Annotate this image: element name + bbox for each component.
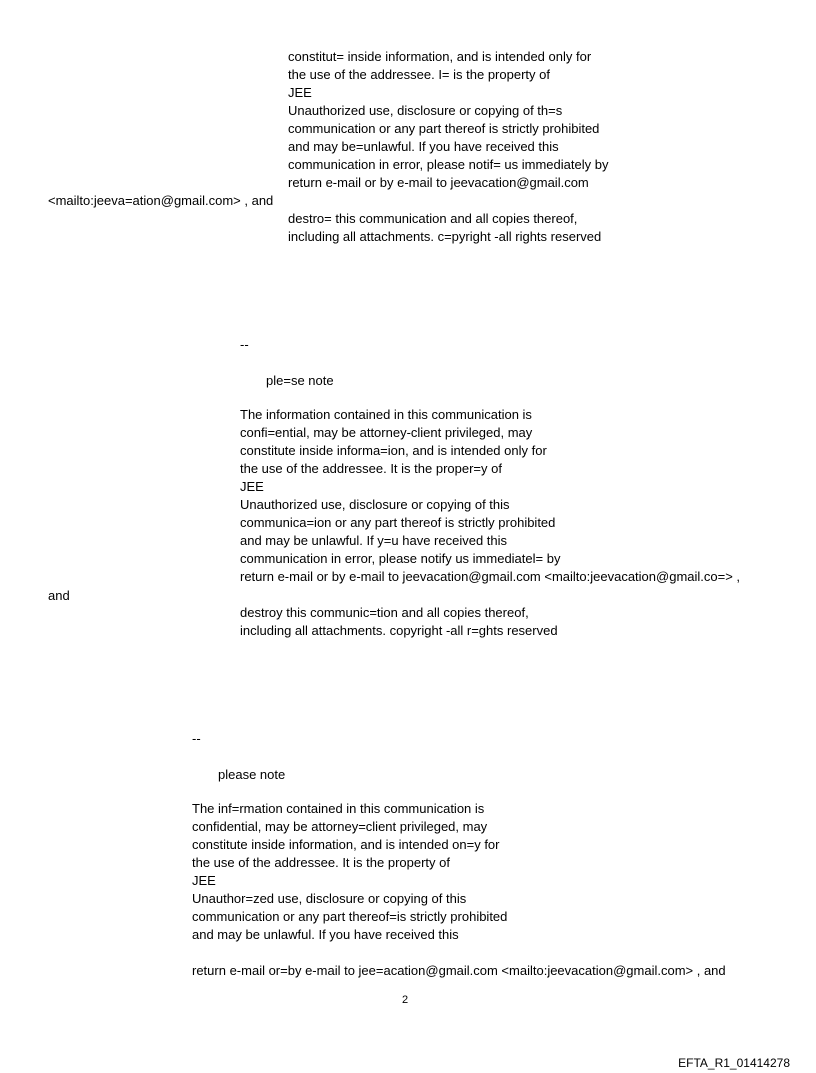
text-line: confidential, may be attorney=client privileged, may — [192, 819, 488, 834]
text-line: Unauthor=zed use, disclosure or copying of this — [192, 891, 467, 906]
text-line: and may be unlawful. If y=u have received this — [240, 533, 508, 548]
text-line: communication in error, please notif= us immediately by — [288, 157, 609, 172]
text-line: JEE — [192, 873, 216, 888]
text-line: destro= this communication and all copies thereof, — [288, 211, 578, 226]
separator: -- — [192, 731, 201, 746]
text-line: The information contained in this communication is — [240, 407, 532, 422]
text-line: destroy this communic=tion and all copies thereof, — [240, 605, 529, 620]
text-line: and may be unlawful. If you have received this — [192, 927, 459, 942]
text-line: Unauthorized use, disclosure or copying of this — [240, 497, 510, 512]
text-line: communication or any part thereof=is strictly prohibited — [192, 909, 508, 924]
separator: -- — [240, 337, 249, 352]
text-line: communica=ion or any part thereof is strictly prohibited — [240, 515, 556, 530]
text-line: the use of the addressee. It is the property of — [192, 855, 450, 870]
text-line: constitute inside information, and is intended on=y for — [192, 837, 500, 852]
text-line: confi=ential, may be attorney-client privileged, may — [240, 425, 533, 440]
note-heading: ple=se note — [266, 373, 334, 388]
and-line: and — [48, 588, 70, 603]
text-line: communication in error, please notify us immediatel= by — [240, 551, 561, 566]
text-line: constitute inside informa=ion, and is intended only for — [240, 443, 547, 458]
text-line: including all attachments. copyright -all r=ghts reserved — [240, 623, 558, 638]
text-line: the use of the addressee. I= is the property of — [288, 67, 550, 82]
text-line: return e-mail or by e-mail to jeevacation@gmail.com <mailto:jeevacation@gmail.co=> , — [240, 569, 741, 584]
text-line: JEE — [288, 85, 312, 100]
mailto-line: <mailto:jeeva=ation@gmail.com> , and — [48, 193, 274, 208]
text-line: constitut= inside information, and is intended only for — [288, 49, 592, 64]
text-line: Unauthorized use, disclosure or copying of th=s — [288, 103, 563, 118]
text-line: the use of the addressee. It is the proper=y of — [240, 461, 502, 476]
document-id: EFTA_R1_01414278 — [678, 1056, 790, 1070]
text-line: The inf=rmation contained in this communication is — [192, 801, 485, 816]
text-line: and may be=unlawful. If you have received this — [288, 139, 559, 154]
text-line: including all attachments. c=pyright -all rights reserved — [288, 229, 602, 244]
text-line: return e-mail or=by e-mail to jee=acation@gmail.com <mailto:jeevacation@gmail.com> , and — [192, 963, 726, 978]
text-line: return e-mail or by e-mail to jeevacation@gmail.com — [288, 175, 589, 190]
page-number: 2 — [402, 994, 409, 1006]
text-line: JEE — [240, 479, 264, 494]
note-heading: please note — [218, 767, 286, 782]
text-line: communication or any part thereof is strictly prohibited — [288, 121, 600, 136]
